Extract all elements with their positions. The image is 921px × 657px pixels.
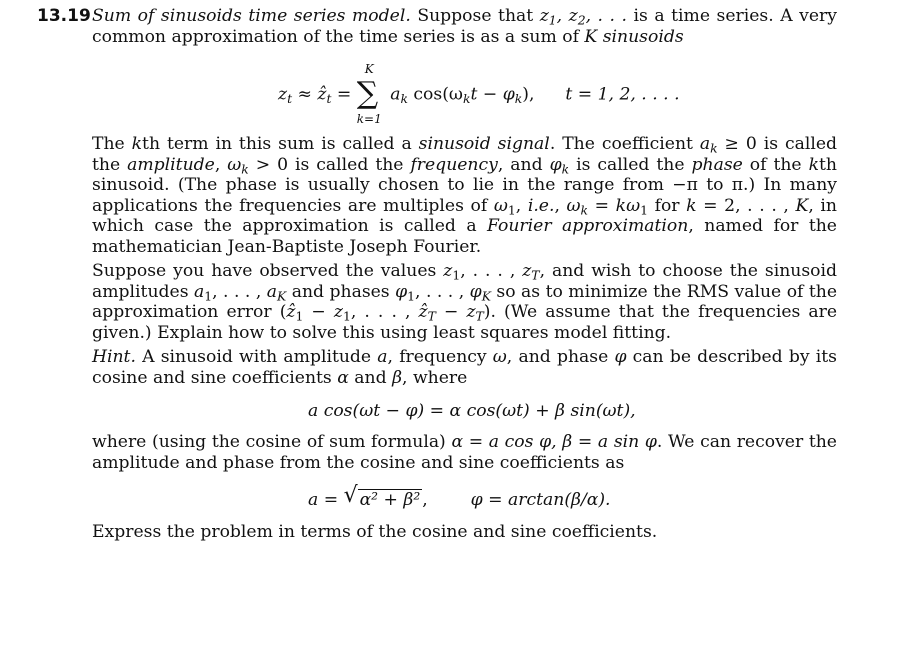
- problem-number: 13.19: [37, 6, 91, 26]
- problem-title: Sum of sinusoids time series model.: [92, 6, 411, 26]
- sum-upper-limit: K: [364, 62, 374, 76]
- eq1-approx: ≈: [292, 84, 318, 105]
- sigma-symbol: ∑: [356, 76, 379, 111]
- eq1-term: a: [390, 84, 401, 105]
- problem-intro: [92, 6, 837, 47]
- eq1-cos: cos(ω: [407, 84, 463, 105]
- square-root-icon: √ α² + β²: [343, 483, 421, 510]
- eq3-phi: φ = arctan(β/α).: [470, 490, 611, 510]
- paragraph-problem-statement: Suppose you have observed the values $z_1$, . . . , $z_T$, and wish to choose the sinusoid amplitudes $a_1$, . . . , $a_K$ and phases $\varphi_1$, . . . , $\varphi_K$ so as to minimize the RMS value of the approximation error (ẑ$_1$ − $z_1$, . . . , ẑ$_T$ − $z_T$). (We assume that the frequencies are given.) Explain how to solve this using least squares model fitting.: [92, 261, 838, 343]
- eq1-range: t = 1, 2, . . . .: [565, 84, 680, 105]
- eq1-lhs-sub: t: [287, 92, 293, 107]
- amplitude-phase-equation: [308, 483, 611, 511]
- eq3-comma: ,: [422, 490, 428, 510]
- term-phase: phase: [691, 154, 743, 175]
- hint-paragraph: Hint. A sinusoid with amplitude a, frequency ω, and phase φ can be described by its cosine and sine coefficients α and β, where: [92, 347, 837, 388]
- sum-lower-limit: k=1: [356, 112, 382, 126]
- term-sinusoid-signal: sinusoid signal: [418, 134, 550, 154]
- closing-sentence: Express the problem in terms of the cosine and sine coefficients.: [92, 522, 658, 542]
- term-fourier-approximation: Fourier approximation: [487, 216, 689, 237]
- eq1-lhs: z: [278, 84, 288, 105]
- series-symbols: $z_1$, $z_2$, . . .: [539, 6, 627, 28]
- paragraph-definitions: The kth term in this sum is called a sinusoid signal. The coefficient $a_k \ge 0$ is called the amplitude, $\omega_k > 0$ is called the frequency, and $\varphi_k$ is called the phase of the kth sinusoid. (The phase is usually chosen to lie in the range from −π to π.) In many applications the frequencies are multiples of $\omega_1$, i.e., $\omega_k = k\omega_1$ for k = 2, . . . , K, in which case the approximation is called a Fourier approximation, named for the mathematician Jean-Baptiste Joseph Fourier.: [92, 134, 837, 257]
- intro-text-a: Suppose that: [410, 6, 540, 26]
- paragraph-recover: where (using the cosine of sum formula) α = a cos φ, β = a sin φ. We can recover the amplitude and phase from the cosine and sine coefficients as: [92, 432, 837, 473]
- sum-of-sinusoids-equation: [278, 62, 680, 126]
- intro-text-b: is a time series. A very common approximation of the time series is as a sum of: [92, 6, 837, 47]
- eq1-term-sub: k: [400, 92, 408, 107]
- eq1-hat: ẑ: [317, 84, 327, 105]
- summation-sign: [356, 62, 385, 126]
- hint-label: Hint.: [92, 347, 136, 367]
- term-amplitude: amplitude: [127, 154, 215, 175]
- eq1-close: ),: [522, 84, 535, 105]
- eq1-equals: =: [331, 84, 357, 105]
- eq3-radicand: α² + β²: [359, 490, 421, 510]
- intro-text-c: sinusoids: [597, 26, 684, 47]
- eq1-cos-sub: k: [462, 92, 471, 107]
- cosine-sine-identity-equation: a cos(ωt − φ) = α cos(ωt) + β sin(ωt),: [308, 401, 636, 421]
- eq3-a: a =: [308, 490, 344, 510]
- K-symbol: K: [584, 26, 598, 47]
- eq1-hat-sub: t: [326, 92, 332, 107]
- term-frequency: frequency: [410, 154, 498, 175]
- eq1-cos-rest: t − φ: [470, 84, 515, 105]
- eq1-phi-sub: k: [514, 92, 523, 107]
